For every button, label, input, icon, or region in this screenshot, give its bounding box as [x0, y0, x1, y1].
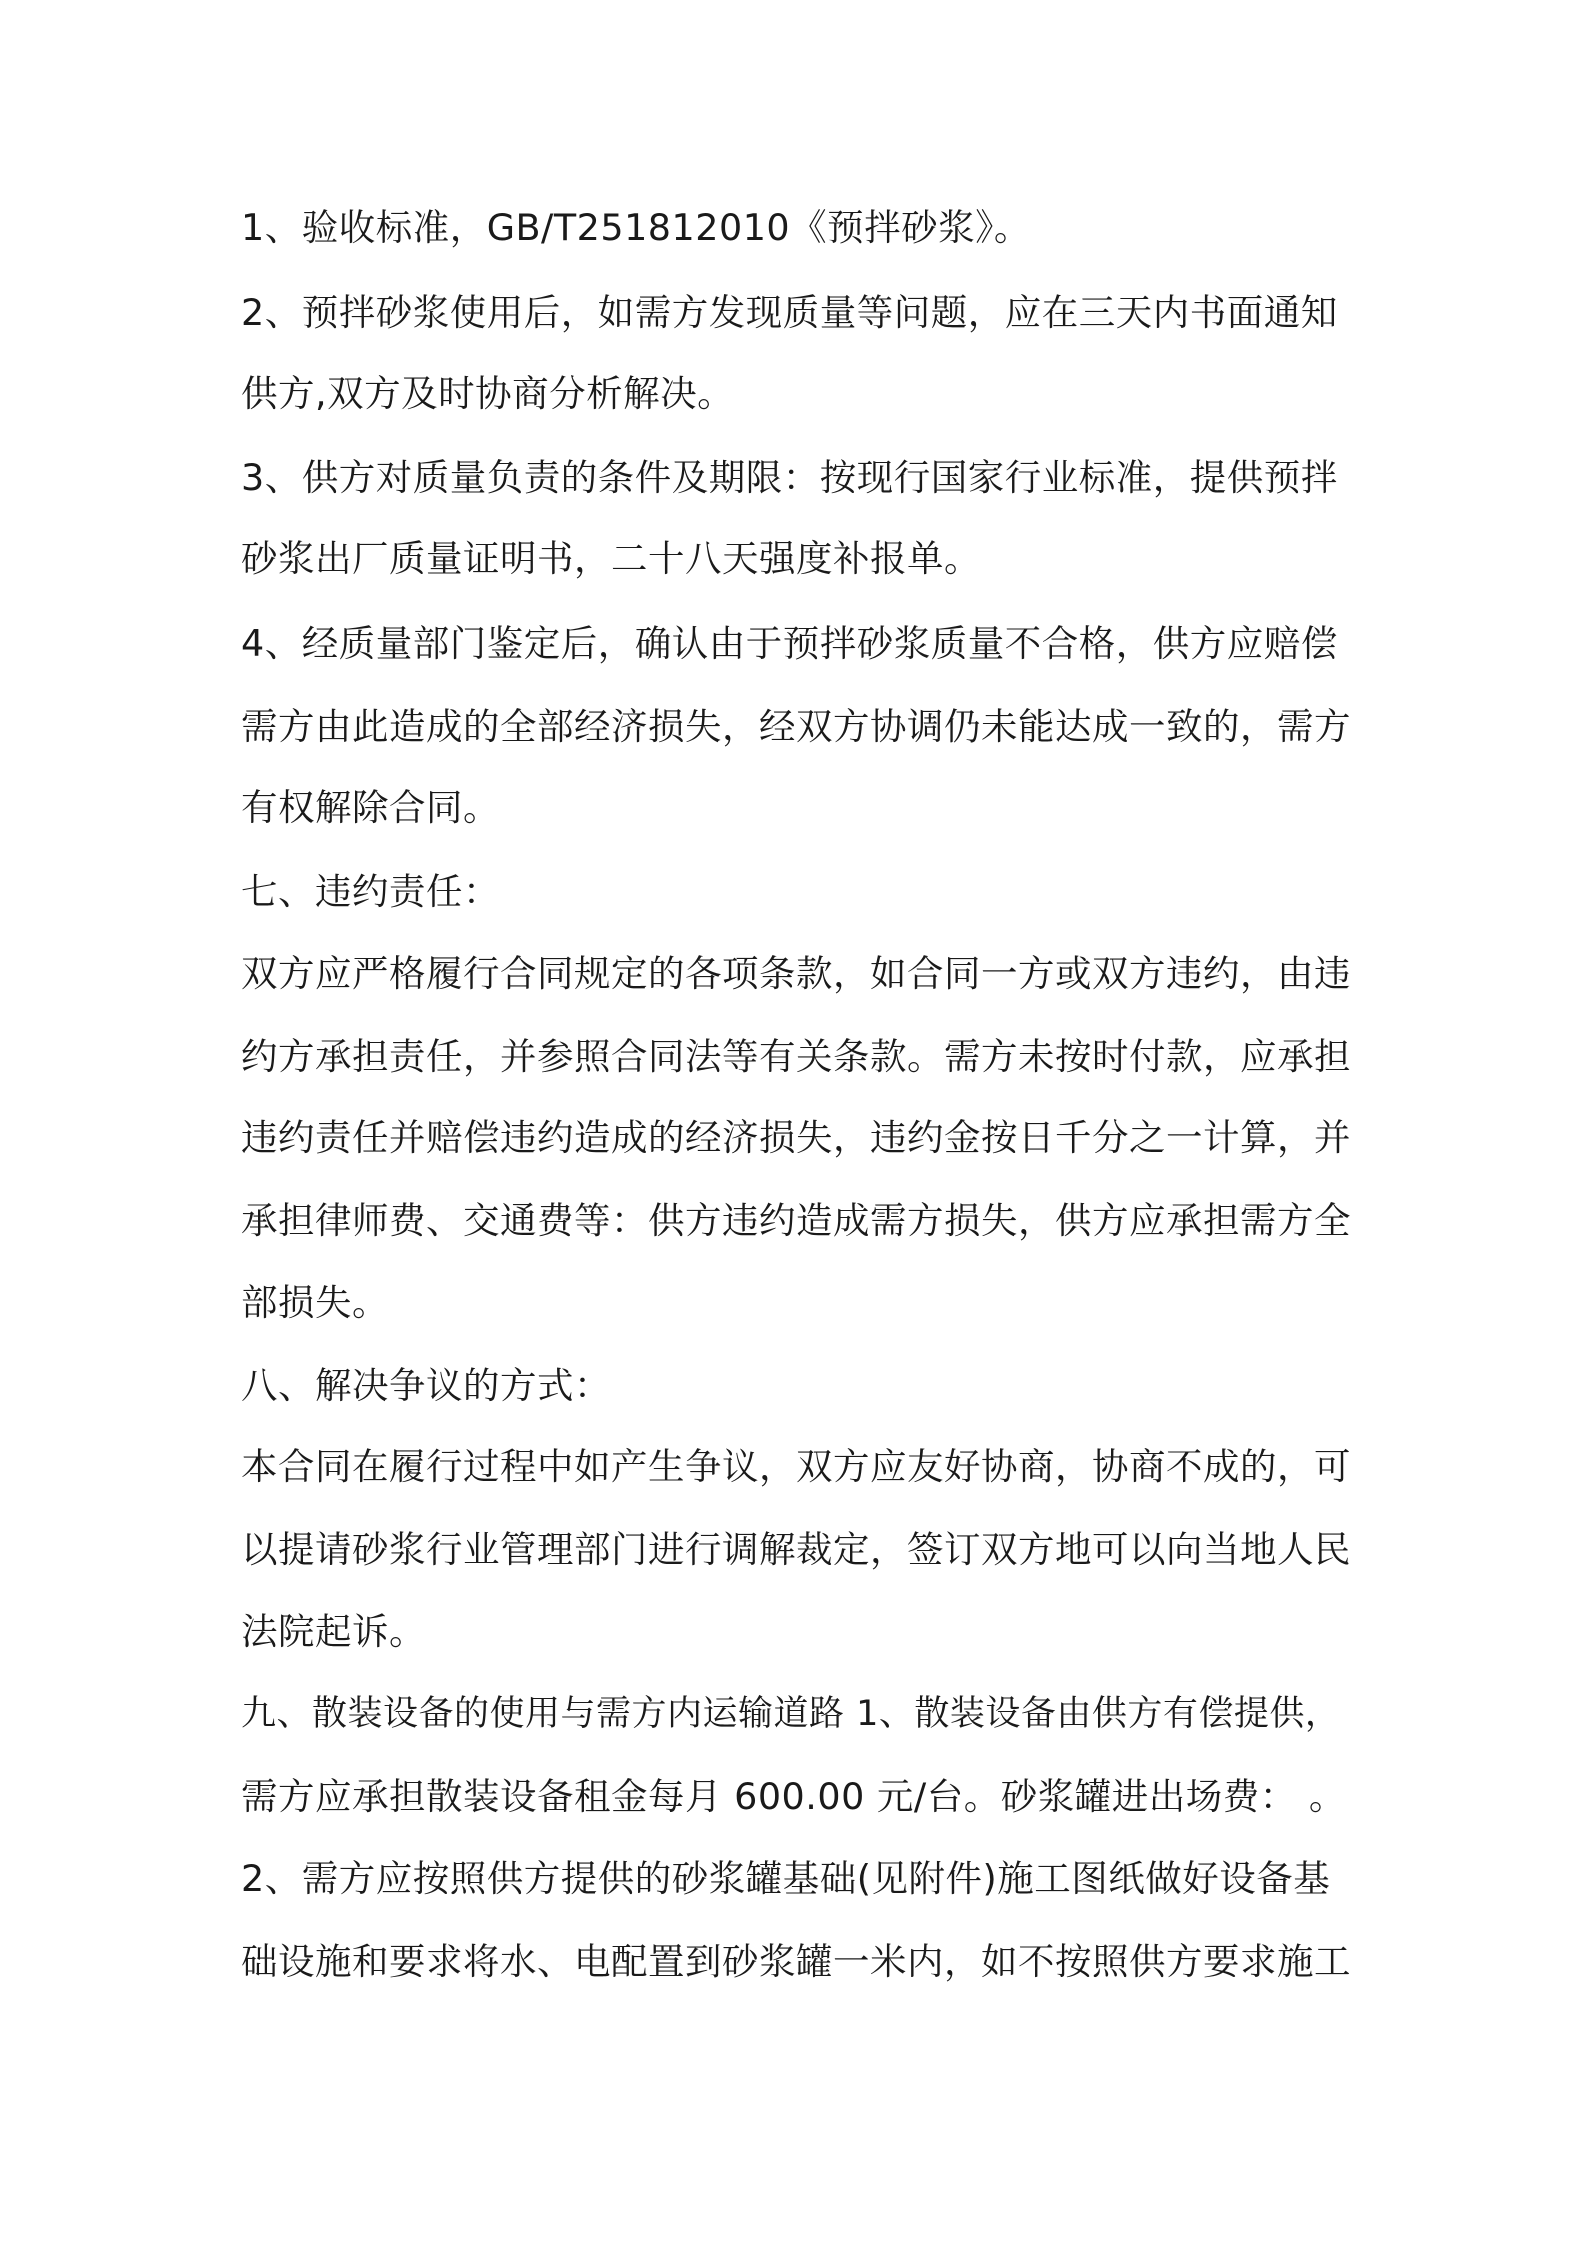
- text-line: 础设施和要求将水、电配置到砂浆罐一米内，如不按照供方要求施工: [241, 1940, 1351, 1983]
- text-line: 2、需方应按照供方提供的砂浆罐基础(见附件)施工图纸做好设备基: [241, 1857, 1331, 1900]
- text-line: 部损失。: [241, 1281, 389, 1324]
- text-line: 双方应严格履行合同规定的各项条款，如合同一方或双方违约，由违: [241, 952, 1351, 995]
- text-line: 需方应承担散装设备租金每月 600.00 元/台。砂浆罐进出场费： 。: [241, 1775, 1346, 1818]
- text-line: 需方由此造成的全部经济损失，经双方协调仍未能达成一致的，需方: [241, 705, 1351, 748]
- text-line: 以提请砂浆行业管理部门进行调解裁定，签订双方地可以向当地人民: [241, 1528, 1351, 1571]
- text-line: 承担律师费、交通费等：供方违约造成需方损失，供方应承担需方全: [241, 1199, 1351, 1242]
- text-line: 2、预拌砂浆使用后，如需方发现质量等问题，应在三天内书面通知: [241, 291, 1338, 334]
- text-line: 本合同在履行过程中如产生争议，双方应友好协商，协商不成的，可: [241, 1445, 1351, 1488]
- text-line: 法院起诉。: [241, 1610, 426, 1653]
- text-line: 1、验收标准，GB/T251812010《预拌砂浆》。: [241, 206, 1031, 249]
- section-heading: 七、违约责任：: [241, 870, 500, 913]
- text-line: 有权解除合同。: [241, 786, 500, 829]
- text-line: 约方承担责任，并参照合同法等有关条款。需方未按时付款，应承担: [241, 1035, 1351, 1078]
- section-heading: 八、解决争议的方式：: [241, 1364, 611, 1407]
- text-line: 砂浆出厂质量证明书，二十八天强度补报单。: [241, 537, 981, 580]
- text-line: 九、散装设备的使用与需方内运输道路 1、散装设备由供方有偿提供，: [241, 1694, 1341, 1734]
- text-line: 4、经质量部门鉴定后，确认由于预拌砂浆质量不合格，供方应赔偿: [241, 622, 1338, 665]
- text-line: 供方,双方及时协商分析解决。: [241, 372, 735, 415]
- text-line: 违约责任并赔偿违约造成的经济损失，违约金按日千分之一计算，并: [241, 1116, 1351, 1159]
- text-line: 3、供方对质量负责的条件及期限：按现行国家行业标准，提供预拌: [241, 456, 1338, 499]
